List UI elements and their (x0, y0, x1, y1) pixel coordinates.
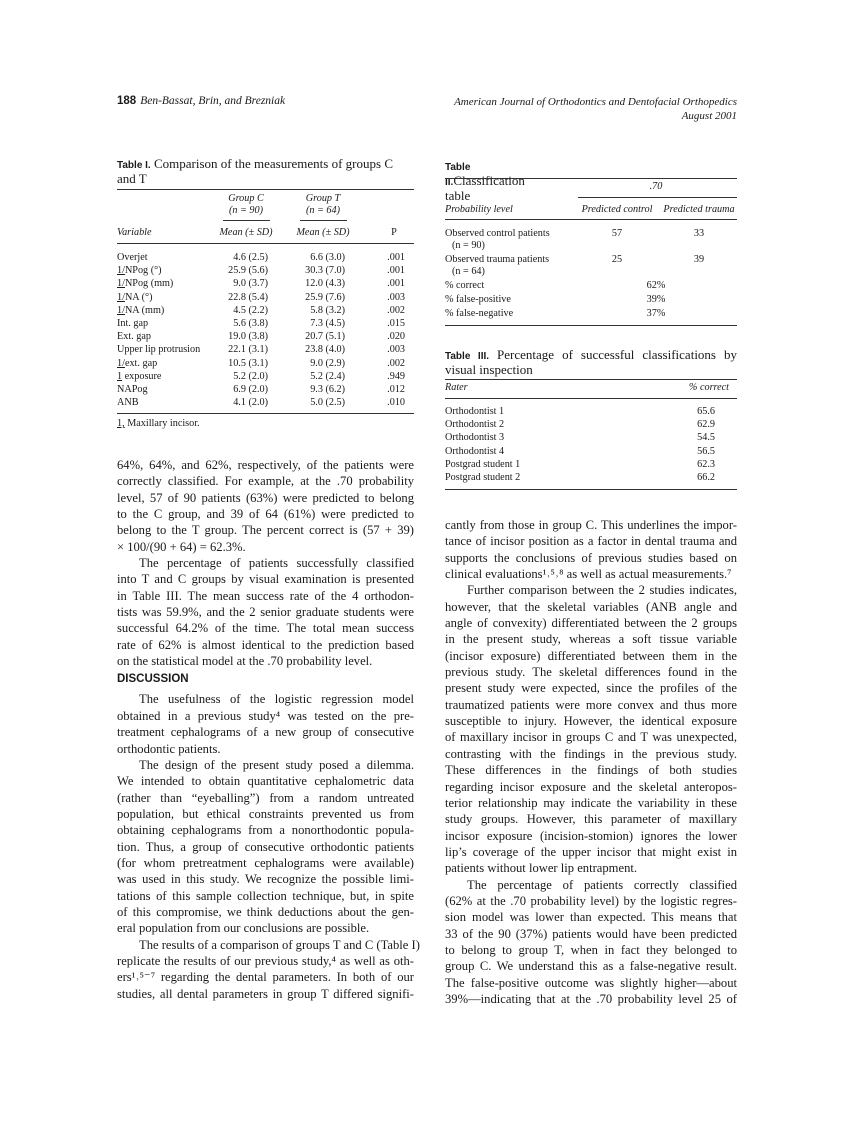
text-line: into T and C groups by visual examination is presented (117, 572, 414, 587)
text-line: angle of convexity) differentiated between the 2 groups (445, 616, 737, 631)
group-c-value: 4.5 (2.2) (233, 304, 268, 316)
group-c-value: 4.1 (2.0) (233, 397, 268, 409)
text-line: on the statistical model at the .70 probability level. (117, 654, 373, 669)
table-2-header-rule (445, 219, 737, 220)
text-line: however, that the skeletal variables (ANB angle and (445, 599, 737, 614)
text-line: in the present study, whereas a soft tissue variable (445, 632, 737, 647)
group-t-value: 23.8 (4.0) (305, 344, 345, 356)
group-t-value: 5.0 (2.5) (310, 397, 345, 409)
group-c-header: Group C (228, 193, 264, 204)
col-mean-t: Mean (± SD) (296, 227, 350, 238)
paragraph (445, 582, 737, 876)
text-line: study groups. However, this parameter of maxillary (445, 812, 737, 827)
text-line: cantly from those in group C. This underlines the impor- (445, 518, 737, 532)
group-t-n: (n = 64) (305, 205, 341, 216)
text-line: present study were expected, since the profiles of the (445, 681, 737, 696)
col-variable: Variable (117, 227, 152, 238)
group-c-value: 22.1 (3.1) (228, 344, 268, 356)
summary-label: % false-positive (445, 294, 511, 305)
col-mean-c: Mean (± SD) (219, 227, 273, 238)
text-line: (incisor exposure) differentiated between them in the (445, 648, 737, 663)
p-value: .012 (387, 384, 405, 395)
variable-cell: Ext. gap (117, 331, 151, 343)
predicted-control-count: 57 (611, 228, 623, 239)
group-t-value: 20.7 (5.1) (305, 331, 345, 343)
text-line: patients without lower lip entrapment. (445, 861, 638, 876)
text-line: (for whom pretreatment cephalograms were available) (117, 855, 414, 870)
text-line: We intended to obtain quantitative cephalometric data (117, 774, 414, 789)
table-3-top-rule (445, 379, 737, 380)
table-2-caption (445, 159, 525, 202)
page-number: 188 (117, 95, 137, 107)
group-c-value: 6.9 (2.0) (233, 384, 268, 395)
text-line: The usefulness of the logistic regression model (139, 692, 414, 707)
table-3-title: Percentage of successful classifications by (497, 347, 737, 362)
p-value: .001 (387, 278, 405, 290)
text-line: tance of incisor position as a factor in dental trauma and (445, 534, 737, 549)
text-line: of this compromise, we think deductions about the gen- (117, 904, 414, 919)
text-line: regarding incisor exposure and the skeletal anteropos- (445, 779, 737, 794)
table-1-caption (117, 157, 414, 185)
text-line: ers¹˒⁵⁻⁷ regarding the dental parameters. In both of our (117, 970, 414, 985)
right-text-column (445, 517, 737, 1007)
table-3-bottom-rule (445, 489, 737, 490)
variable-cell: 1/NA (°) (117, 291, 153, 303)
percent-correct-value: 62.3 (697, 458, 715, 470)
text-line: rate of 62% is almost identical to the prediction based (117, 637, 414, 652)
observed-n: (n = 64) (452, 266, 485, 277)
percent-correct-value: 62.9 (697, 419, 715, 431)
percent-correct-value: 65.6 (697, 406, 715, 417)
table-3-title-cont: visual inspection (445, 362, 533, 377)
variable-cell: NAPog (117, 384, 148, 395)
variable-cell: 1/NPog (°) (117, 265, 162, 277)
text-line: successful 64.2% of the time. The total mean success (117, 621, 414, 636)
running-header-right (454, 95, 737, 123)
group-t-value: 12.0 (4.3) (305, 278, 345, 290)
group-t-value: 25.9 (7.6) (305, 291, 345, 303)
variable-cell: 1 exposure (117, 370, 162, 382)
summary-label: % correct (445, 280, 485, 291)
table-1-bottom-rule (117, 413, 414, 414)
group-t-value: 9.0 (2.9) (310, 357, 345, 369)
group-c-value: 5.2 (2.0) (233, 370, 268, 382)
col-probability-level: Probability level (445, 204, 513, 215)
rater-name: Postgrad student 1 (445, 458, 521, 470)
table-1-header-rule (117, 243, 414, 244)
group-t-value: 30.3 (7.0) (305, 265, 345, 277)
rater-name: Orthodontist 2 (445, 419, 505, 431)
table-1-title: Comparison of the measurements of groups C (153, 156, 393, 171)
text-line: tations of this sample collection technique, but, in spite (117, 888, 414, 903)
variable-cell: 1/NA (mm) (117, 304, 165, 316)
text-line: in Table III. The mean success rate of the 4 orthodon- (117, 588, 414, 603)
variable-cell: 1/NPog (mm) (117, 278, 174, 290)
col-rater: Rater (445, 382, 468, 393)
text-line: clinical evaluations¹˒⁵˒⁸ as well as actual measurements.⁷ (445, 567, 732, 582)
text-line: eral population from our conclusions are possible. (117, 921, 370, 936)
running-header-left (117, 95, 285, 107)
text-line: to belong to group T, when in fact they belonged to (445, 942, 737, 957)
text-line: was used in this study. We recognize the possible limi- (117, 872, 414, 887)
table-2-top-rule (445, 178, 737, 179)
text-line: replicate the results of our previous study,⁴ as well as oth- (117, 953, 414, 968)
prob-span-rule (578, 197, 737, 198)
group-c-rule (223, 220, 270, 221)
col-percent-correct: % correct (688, 382, 729, 393)
text-line: population, but ethical constraints prevented us from (117, 806, 414, 821)
variable-cell: 1/ext. gap (117, 357, 158, 369)
p-value: .949 (387, 370, 405, 382)
table-1-title-cont: and T (117, 171, 147, 186)
p-value: .010 (387, 397, 405, 409)
rater-name: Postgrad student 2 (445, 472, 521, 483)
text-line: The design of the present study posed a dilemma. (139, 757, 414, 772)
text-line: terior relationship may indicate the variability in these (445, 795, 737, 810)
predicted-trauma-count: 39 (693, 254, 705, 265)
issue-date: August 2001 (681, 110, 737, 122)
probability-value: .70 (649, 181, 663, 192)
predicted-trauma-count: 33 (693, 228, 705, 239)
table-1-footnote: 1, Maxillary incisor. (117, 418, 200, 429)
group-t-value: 5.8 (3.2) (310, 304, 345, 316)
group-t-rule (300, 220, 347, 221)
text-line: group C. We understand this as a false-negative result. (445, 959, 737, 974)
text-line: to the C group, and 39 of 64 (61%) were predicted to (117, 507, 414, 522)
rater-name: Orthodontist 1 (445, 406, 505, 417)
col-p: P (391, 227, 397, 238)
text-line: level, 57 of 90 patients (63%) were predicted to belong (117, 490, 414, 505)
table-3-header-rule (445, 398, 737, 399)
predicted-control-count: 25 (611, 254, 623, 265)
group-t-header: Group T (305, 193, 341, 204)
variable-cell: Upper lip protrusion (117, 344, 201, 356)
paragraph (117, 457, 414, 555)
p-value: .001 (387, 252, 405, 263)
group-c-n: (n = 90) (228, 205, 264, 216)
summary-value: 62% (646, 280, 666, 291)
text-line: tists was 59.9%, and the 2 senior graduate students were (117, 605, 414, 620)
text-line: The false-positive outcome was slightly higher—about (445, 975, 737, 990)
text-line: previous study. The skeletal differences found in the (445, 665, 737, 680)
group-c-value: 5.6 (3.8) (233, 318, 268, 329)
paragraph (445, 517, 737, 582)
authors: Ben-Bassat, Brin, and Brezniak (140, 95, 286, 107)
summary-value: 37% (646, 308, 666, 319)
text-line: 33 of the 90 (37%) patients would have been predicted (445, 926, 737, 941)
table-2-label: Table II. (445, 162, 471, 188)
left-text-column (117, 457, 420, 1002)
variable-cell: ANB (117, 397, 139, 409)
text-line: studies, all dental parameters in group T differed signifi- (117, 986, 414, 1001)
percent-correct-value: 56.5 (697, 445, 715, 457)
text-line: (rather than “eyeballing”) from a random untreated (117, 790, 414, 805)
observed-n: (n = 90) (452, 240, 485, 251)
observed-label: Observed control patients (445, 228, 550, 239)
text-line: treatment cephalograms of a new group of consecutive (117, 725, 414, 740)
journal-name: American Journal of Orthodontics and Dentofacial Orthopedics (454, 96, 737, 108)
table-1-label: Table I. (117, 160, 151, 171)
text-line: contrasting with the findings in the previous study. (445, 746, 737, 761)
paragraph (117, 757, 414, 937)
table-2-bottom-rule (445, 325, 737, 326)
percent-correct-value: 66.2 (697, 472, 715, 483)
paragraph (445, 877, 737, 1008)
percent-correct-value: 54.5 (697, 432, 715, 444)
text-line: traumatized patients were more convex and thus more (445, 697, 737, 712)
group-t-value: 6.6 (3.0) (310, 252, 345, 263)
group-t-value: 7.3 (4.5) (310, 318, 345, 329)
col-predicted-control: Predicted control (581, 204, 653, 215)
text-line: belong to the T group. The percent correct is (57 + 39) (117, 523, 414, 538)
text-line: obtaining cephalograms from a nonorthodontic popula- (117, 823, 414, 838)
p-value: .003 (387, 344, 405, 356)
p-value: .020 (387, 331, 405, 343)
variable-cell: Overjet (117, 252, 148, 263)
text-line: The percentage of patients correctly classified (467, 877, 737, 892)
p-value: .002 (387, 357, 405, 369)
paragraph (117, 691, 414, 756)
text-line: of maxillary incisor in groups C and T was unexpected, (445, 730, 737, 745)
p-value: .015 (387, 318, 405, 329)
text-line: sion model was lower than expected. This means that (445, 910, 737, 925)
group-c-value: 9.0 (3.7) (233, 278, 268, 290)
col-predicted-trauma: Predicted trauma (663, 204, 735, 215)
table-1-top-rule (117, 189, 414, 190)
group-c-value: 25.9 (5.6) (228, 265, 268, 277)
text-line: lip’s coverage of the upper incisor that might exist in (445, 844, 737, 859)
group-c-value: 10.5 (3.1) (228, 357, 268, 369)
text-line: tion. Thus, a group of consecutive orthodontic patients (117, 839, 414, 854)
text-line: 64%, 64%, and 62%, respectively, of the patients were (117, 458, 414, 472)
observed-label: Observed trauma patients (445, 254, 550, 265)
paragraph (117, 555, 414, 669)
paragraph (117, 937, 420, 1002)
group-t-value: 9.3 (6.2) (310, 384, 345, 395)
table-3-caption (445, 348, 737, 376)
text-line: The results of a comparison of groups T and C (Table I) (139, 937, 420, 952)
text-line: These differences in the findings of both studies (445, 763, 737, 778)
p-value: .003 (387, 291, 405, 303)
text-line: susceptible to injury. However, the identical exposure (445, 714, 737, 729)
group-c-value: 22.8 (5.4) (228, 291, 268, 303)
group-t-value: 5.2 (2.4) (310, 370, 345, 382)
rater-name: Orthodontist 3 (445, 432, 505, 444)
p-value: .001 (387, 265, 405, 277)
rater-name: Orthodontist 4 (445, 445, 505, 457)
group-c-value: 4.6 (2.5) (233, 252, 268, 263)
text-line: Further comparison between the 2 studies indicates, (467, 583, 737, 598)
text-line: correctly classified. For example, at the .70 probability (117, 474, 414, 489)
text-line: supports the conclusions of previous studies based on (445, 550, 737, 565)
text-line: × 100/(90 + 64) = 62.3%. (117, 539, 246, 554)
text-line: obtained in a previous study⁴ was tested on the pre- (117, 708, 414, 723)
section-heading: DISCUSSION (117, 673, 189, 686)
p-value: .002 (387, 304, 405, 316)
summary-label: % false-negative (445, 308, 514, 319)
text-line: (62% at the .70 probability level) by the logistic regres- (445, 893, 737, 908)
text-line: incisor exposure (incision-stomion) ignores the lower (445, 828, 737, 843)
summary-value: 39% (646, 294, 666, 305)
text-line: 39%—indicating that at the .70 probability level 25 of (445, 991, 737, 1006)
table-2-title: Classification table (445, 173, 525, 203)
text-line: The percentage of patients successfully classified (139, 556, 414, 571)
text-line: orthodontic patients. (117, 741, 221, 756)
table-3-label: Table III. (445, 351, 490, 362)
group-c-value: 19.0 (3.8) (228, 331, 268, 343)
variable-cell: Int. gap (117, 318, 149, 329)
